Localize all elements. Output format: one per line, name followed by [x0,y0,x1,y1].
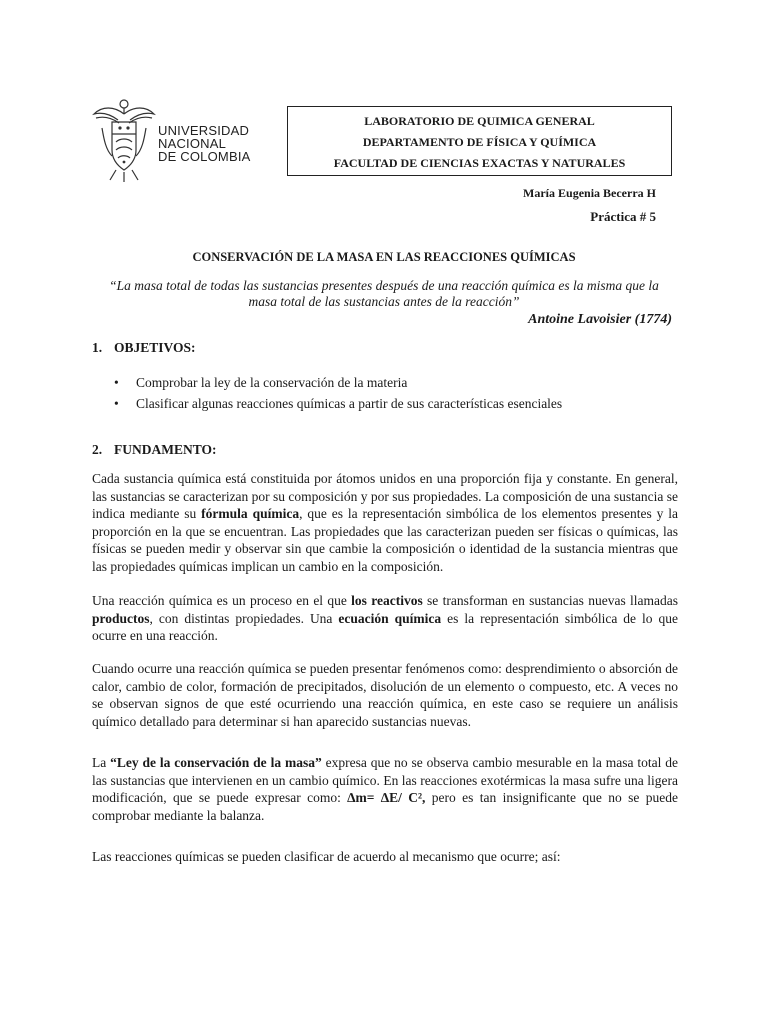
author-name: María Eugenia Becerra H [523,186,656,200]
paragraph-4 [92,754,678,824]
epigraph-author: Antoine Lavoisier (1774) [528,312,672,327]
paragraph-2 [92,592,678,645]
section-heading-fundamento [92,442,217,458]
bold-term: ecuación química [338,610,442,626]
header-line-2: DEPARTAMENTO DE FÍSICA Y QUÍMICA [362,135,597,149]
section-title: FUNDAMENTO: [114,442,217,457]
text-run: , con distintas propiedades. Una [149,610,339,626]
header-line-1: LABORATORIO DE QUIMICA GENERAL [364,114,595,128]
section-number: 2. [92,442,103,457]
section-heading-objetivos [92,340,196,356]
logo-line-2: NACIONAL [158,136,227,151]
text-run: pero es tan insignificante que no se puede comprobar mediante la balanza. [92,790,678,823]
bold-term: productos [92,610,150,626]
document-title: CONSERVACIÓN DE LA MASA EN LAS REACCIONES QUÍMICAS [192,250,576,264]
objectives-list [114,372,562,414]
practice-number: Práctica # 5 [590,209,656,224]
header-box [287,106,672,176]
university-logo [92,92,251,184]
text-run: se transforman en sustancias nuevas llamadas [422,593,678,608]
text-run: Una reacción química es un proceso en el que [92,593,352,608]
bold-term: fórmula química [201,506,300,522]
bold-term: los reactivos [351,593,423,608]
paragraph-3: Cuando ocurre una reacción química se pueden presentar fenómenos como: desprendimiento o absorción de calor, cambio de color, formación de precipitados, disolución de un elemento o compuesto, etc. A veces no se observan signos de que esté ocurriendo una reacción química, en este caso se requiere un análisis químico detallado para determinar si han aparecido sustancias nuevas. [92,661,678,729]
epigraph-quote: “La masa total de todas las sustancias presentes después de una reacción química es la misma que la masa total de las sustancias antes de la reacción” [109,278,659,309]
university-seal-icon [92,92,156,184]
logo-line-1: UNIVERSIDAD [158,123,250,138]
formula: ∆m= ∆E/ C², [347,790,426,806]
section-number: 1. [92,340,103,355]
text-run: , que es la representación simbólica de los elementos presentes y la proporción en la que se encuentran. Las propiedades que las caracterizan pueden ser físicas o químicas, las físicas se pueden medir y observar sin que cambie la composición o identidad de la sustancia mientras que las propiedades químicas implican un cambio en la composición. [92,506,678,574]
paragraph-5: Las reacciones químicas se pueden clasificar de acuerdo al mecanismo que ocurre; así: [92,849,561,864]
list-item: • Clasificar algunas reacciones químicas a partir de sus características esenciales [114,393,562,414]
text-run: La [92,755,111,770]
text-run: es la representación simbólica de lo que ocurre en una reacción. [92,610,679,644]
logo-line-3: DE COLOMBIA [158,149,251,164]
paragraph-1 [92,470,678,576]
text-run: expresa que no se observa cambio mesurable en la masa total de las sustancias que intervienen en un cambio químico. En las reacciones exotérmicas la masa sufre una ligera modificación, que se puede expresar como: [92,755,678,806]
section-title: OBJETIVOS: [114,340,196,355]
university-name [158,124,251,163]
header-line-3: FACULTAD DE CIENCIAS EXACTAS Y NATURALES [333,156,626,170]
text-run: Cada sustancia química está constituida por átomos unidos en una proporción fija y constante. En general, las sustancias se caracterizan por su composición y por sus propiedades. La composición de una sustancia se indica mediante su [92,471,678,522]
bold-term: “Ley de la conservación de la masa” [110,755,322,770]
list-item: • Comprobar la ley de la conservación de la materia [114,372,562,393]
